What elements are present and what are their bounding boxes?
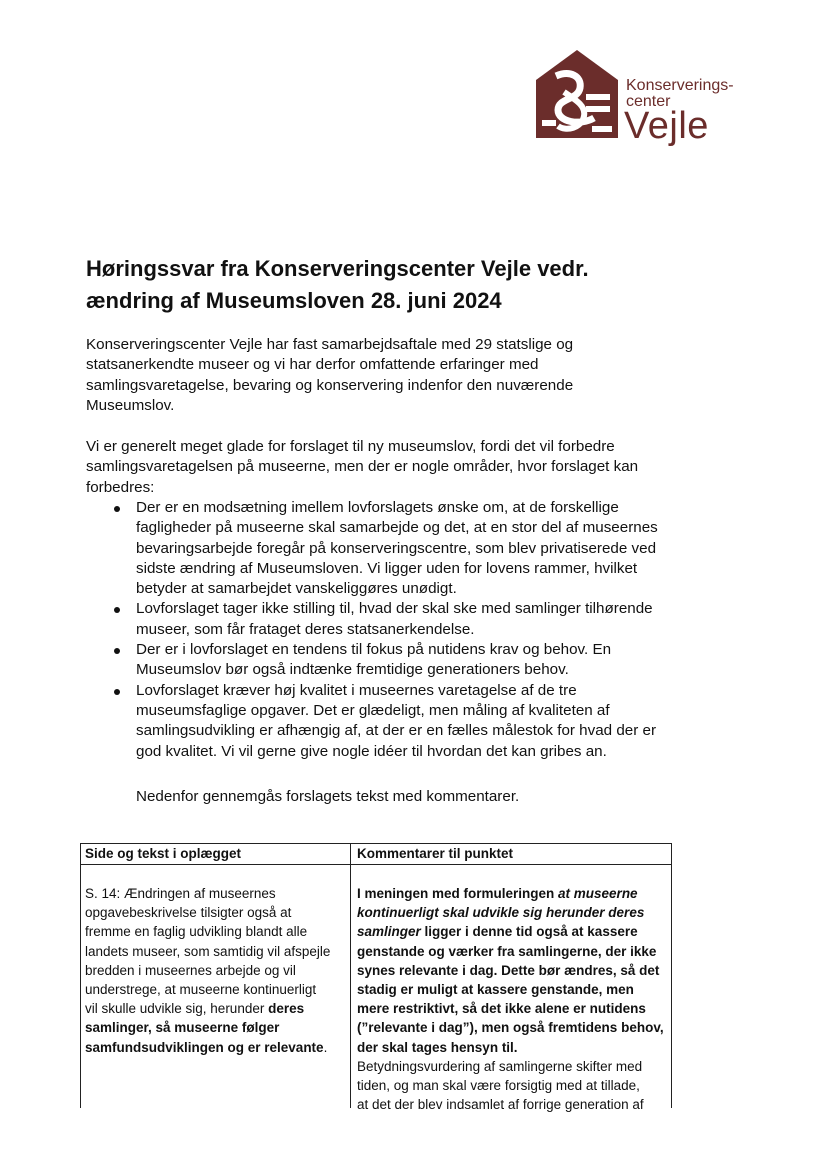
logo-text-line2: center	[626, 93, 671, 110]
bold-text-run: deres	[268, 1001, 305, 1017]
bold-text-line: genstande og værker fra samlingerne, der ikke	[357, 943, 657, 959]
bold-text-line: synes relevante i dag. Dette bør ændres, så det	[357, 962, 660, 978]
table-cell-source-text	[85, 884, 330, 1057]
text-line: Museumslov bør også indtænke fremtidige generationers behov.	[136, 661, 569, 679]
logo-text-line3: Vejle	[624, 105, 709, 147]
bold-text-run: ligger i denne tid også at kassere	[420, 924, 638, 940]
text-line: bredden i museernes arbejde og vil	[85, 962, 296, 978]
bullet-icon	[114, 607, 120, 613]
list-item	[86, 681, 686, 762]
text-line: Lovforslaget kræver høj kvalitet i museernes varetagelse af de tre	[136, 681, 577, 699]
text-line	[85, 999, 330, 1018]
bullet-icon	[114, 506, 120, 512]
table-header-comments: Kommentarer til punktet	[357, 846, 514, 861]
bullet-icon	[114, 689, 120, 695]
text-line: betyder at samarbejdet vanskeliggøres unødigt.	[136, 580, 457, 598]
text-run: .	[323, 1039, 328, 1055]
text-line: Betydningsvurdering af samlingerne skifter med	[357, 1058, 643, 1074]
text-line: samlingsudvikling er afhængig af, at der er en fælles målestok for hvad der er	[136, 722, 657, 740]
bold-text-line: der skal tages hensyn til.	[357, 1039, 518, 1055]
bold-text-run: I meningen med formuleringen	[357, 886, 559, 901]
header-divider	[81, 864, 671, 865]
comments-table	[80, 843, 672, 1113]
text-line: opgavebeskrivelse tilsigter også at	[85, 905, 292, 921]
text-line: at det der blev indsamlet af forrige generation af	[357, 1097, 644, 1113]
text-line: fagligheder på museerne skal samarbejde og det, at en stor del af museernes	[136, 519, 658, 537]
konserveringscenter-vejle-logo	[536, 48, 751, 148]
text-line: sidste ændring af Museumsloven. Vi ligger uden for lovens rammer, hvilket	[136, 559, 638, 577]
text-line: samlingsvaretagelse, bevaring og konservering indenfor den nuværende	[86, 376, 574, 394]
text-line	[357, 884, 664, 903]
list-item	[86, 498, 686, 599]
bullet-icon	[114, 648, 120, 654]
text-line: fremme en faglig udvikling blandt alle	[85, 924, 308, 940]
text-line: museumsfaglige opgaver. Det er glædeligt, men måling af kvaliteten af	[136, 701, 610, 719]
bold-text-line: (”relevante i dag”), men også fremtidens behov,	[357, 1020, 664, 1036]
text-line: Vi er generelt meget glade for forslaget til ny museumslov, fordi det vil forbedre	[86, 438, 615, 455]
bold-italic-text-line: kontinuerligt skal udvikle sig herunder deres	[357, 905, 645, 921]
text-line: Lovforslaget tager ikke stilling til, hvad der skal ske med samlinger tilhørende	[136, 600, 653, 618]
text-line: understrege, at museerne kontinuerligt	[85, 982, 317, 998]
closing-sentence: Nedenfor gennemgås forslagets tekst med kommentarer.	[136, 788, 520, 805]
column-divider	[350, 844, 351, 1108]
title-line: ændring af Museumsloven 28. juni 2024	[86, 288, 502, 313]
text-line: forbedres:	[86, 478, 155, 496]
text-line: S. 14: Ændringen af museernes	[85, 886, 276, 901]
text-line: god kvalitet. Vi vil gerne give nogle idéer til hvordan det kan gribes an.	[136, 742, 607, 760]
text-line: tiden, og man skal være forsigtig med at tillade,	[357, 1078, 640, 1094]
house-logo-icon	[536, 48, 618, 138]
text-line	[85, 1038, 330, 1057]
text-line: landets museer, som samtidig vil afspejle	[85, 943, 331, 959]
bold-italic-text-run: at museerne	[558, 886, 638, 901]
text-line: bevaringsarbejde foregår på konserveringscentre, som blev privatiserede ved	[136, 539, 657, 557]
text-line: samlingsvaretagelsen på museerne, men der er nogle områder, hvor forslaget kan	[86, 458, 639, 476]
text-line: statsanerkendte museer og vi har derfor omfattende erfaringer med	[86, 356, 539, 374]
document-title	[86, 253, 686, 317]
improvement-points-list	[86, 498, 686, 762]
text-run: vil skulle udvikle sig, herunder	[85, 1001, 269, 1017]
list-item	[86, 640, 686, 681]
text-line: Konserveringscenter Vejle har fast samarbejdsaftale med 29 statslige og	[86, 336, 574, 353]
text-line: Museumslov.	[86, 396, 175, 414]
bold-text-line: mere restriktivt, så det ikke alene er nutidens	[357, 1001, 646, 1017]
list-item	[86, 599, 686, 640]
intro-paragraph	[86, 335, 686, 416]
table-header-source: Side og tekst i oplægget	[85, 846, 242, 861]
text-line: Der er en modsætning imellem lovforslagets ønske om, at de forskellige	[136, 499, 619, 516]
bold-text-line: stadig er muligt at kassere genstande, men	[357, 982, 634, 998]
table-cell-comment-text	[357, 884, 664, 1114]
logo-text-line1: Konserverings-	[626, 77, 734, 94]
text-line: museer, som får frataget deres statsanerkendelse.	[136, 620, 475, 638]
bold-text-line: samlinger, så museerne følger	[85, 1020, 280, 1036]
lead-paragraph	[86, 437, 686, 498]
bold-text-run: samfundsudviklingen og er relevante	[85, 1039, 324, 1055]
bold-italic-text-run: samlinger	[357, 924, 421, 940]
title-line: Høringssvar fra Konserveringscenter Vejle vedr.	[86, 256, 589, 281]
text-line	[357, 922, 664, 941]
text-line: Der er i lovforslaget en tendens til fokus på nutidens krav og behov. En	[136, 641, 612, 659]
